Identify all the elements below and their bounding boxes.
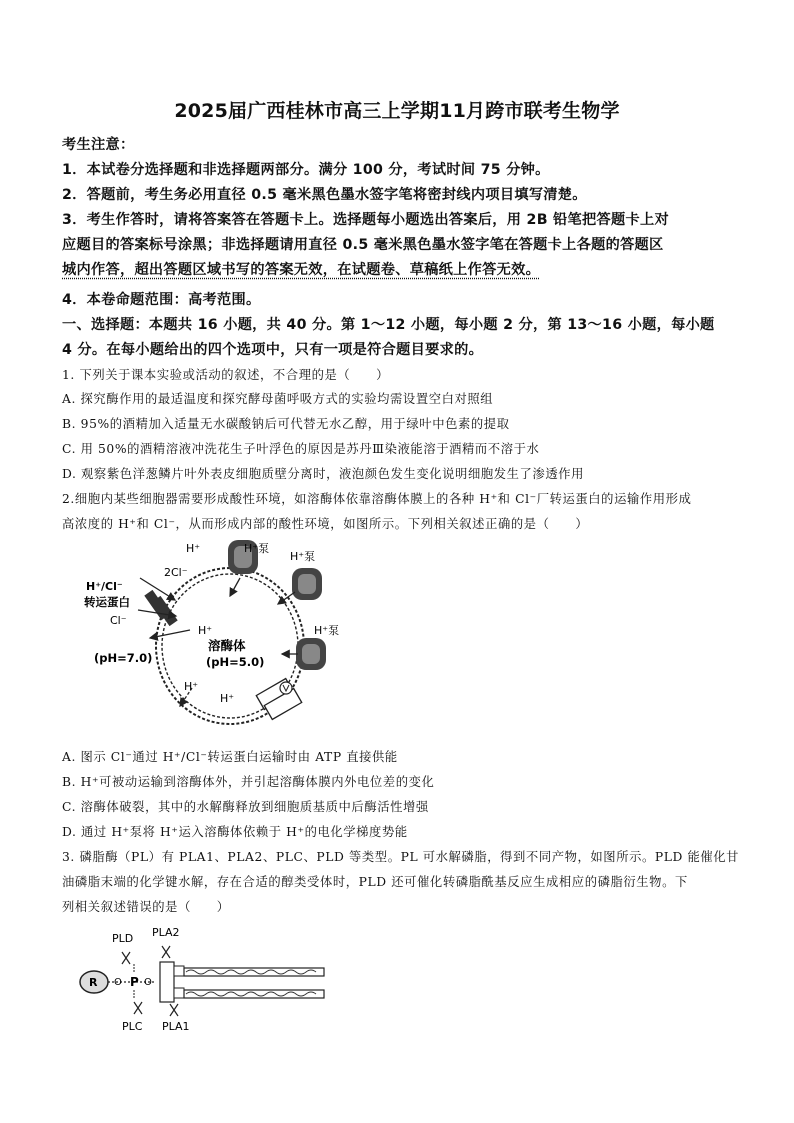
label-h-pump-top: H⁺泵	[244, 542, 270, 555]
notice-line-3: 3．考生作答时，请将答案答在答题卡上。选择题每小题选出答案后，用 2B 铅笔把答题卡上对	[62, 212, 669, 228]
label-2cl: 2Cl⁻	[164, 566, 188, 579]
q1-option-c: C. 用 50%的酒精溶液冲洗花生子叶浮色的原因是苏丹Ⅲ染液能溶于酒精而不溶于水	[62, 442, 540, 456]
label-plc: PLC	[122, 1020, 143, 1033]
label-pla2: PLA2	[152, 926, 180, 939]
q1-option-a: A. 探究酶作用的最适温度和探究酵母菌呼吸方式的实验均需设置空白对照组	[62, 392, 494, 406]
q2-stem-line-1: 2.细胞内某些细胞器需要形成酸性环境，如溶酶体依靠溶酶体膜上的各种 H⁺和 Cl⁻厂转运蛋白的运输作用形成	[62, 492, 692, 506]
label-transporter-1: H⁺/Cl⁻	[86, 580, 123, 593]
label-h-pump-right: H⁺泵	[290, 550, 316, 563]
phospholipid-diagram	[78, 924, 340, 1036]
label-ph-in: (pH=5.0)	[206, 655, 265, 669]
scissors-pla2	[162, 946, 170, 958]
label-lysosome: 溶酶体	[208, 638, 246, 653]
label-o-1: O	[114, 977, 122, 988]
q3-stem-line-3: 列相关叙述错误的是（ ）	[62, 900, 230, 914]
q2-option-a: A. 图示 Cl⁻通过 H⁺/Cl⁻转运蛋白运输时由 ATP 直接供能	[62, 750, 398, 764]
fatty-acid-chain-1	[184, 968, 324, 976]
q3-stem-line-2: 油磷脂末端的化学键水解，存在合适的醇类受体时，PLD 还可催化转磷脂酰基反应生成相应的磷脂衍生物。下	[62, 875, 688, 889]
notice-line-6: 4．本卷命题范围：高考范围。	[62, 292, 261, 308]
label-o-2: O	[144, 977, 152, 988]
lysosome-diagram	[80, 538, 342, 738]
h-pump-lower	[296, 638, 326, 670]
label-h-top-pump: H⁺	[186, 542, 201, 555]
q1-stem: 1. 下列关于课本实验或活动的叙述，不合理的是（ ）	[62, 368, 389, 382]
notice-heading: 考生注意：	[62, 137, 135, 153]
label-r: R	[89, 976, 98, 989]
q2-option-c: C. 溶酶体破裂，其中的水解酶释放到细胞质基质中后酶活性增强	[62, 800, 429, 814]
q1-option-b: B. 95%的酒精加入适量无水碳酸钠后可代替无水乙醇，用于绿叶中色素的提取	[62, 417, 510, 431]
notice-line-2: 2．答题前，考生务必用直径 0.5 毫米黑色墨水签字笔将密封线内项目填写清楚。	[62, 187, 587, 203]
section-heading-line-2: 4 分。在每小题给出的四个选项中，只有一项是符合题目要求的。	[62, 342, 484, 358]
label-pld: PLD	[112, 932, 134, 945]
scissors-plc	[134, 1002, 142, 1014]
label-transporter-2: 转运蛋白	[84, 595, 130, 609]
q3-stem-line-1: 3. 磷脂酶（PL）有 PLA1、PLA2、PLC、PLD 等类型。PL 可水解磷脂，得到不同产物，如图所示。PLD 能催化甘	[62, 850, 740, 864]
q1-option-d: D. 观察紫色洋葱鳞片叶外表皮细胞质壁分离时，液泡颜色发生变化说明细胞发生了渗透作用	[62, 467, 585, 481]
section-heading-line-1: 一、选择题：本题共 16 小题，共 40 分。第 1～12 小题，每小题 2 分，第 13～16 小题，每小题	[62, 317, 715, 333]
q2-stem-line-2: 高浓度的 H⁺和 Cl⁻，从而形成内部的酸性环境，如图所示。下列相关叙述正确的是（ ）	[62, 517, 589, 531]
notice-line-4: 应题目的答案标号涂黑；非选择题请用直径 0.5 毫米黑色墨水签字笔在答题卡上各题的答题区	[62, 237, 664, 253]
q2-option-d: D. 通过 H⁺泵将 H⁺运入溶酶体依赖于 H⁺的电化学梯度势能	[62, 825, 408, 839]
label-h-out: H⁺	[184, 680, 199, 693]
page-title: 2025届广西桂林市高三上学期11月跨市联考生物学	[174, 100, 620, 122]
label-h-in: H⁺	[198, 624, 213, 637]
scissors-pld	[122, 952, 130, 964]
label-cl: Cl⁻	[110, 614, 127, 627]
notice-line-1: 1．本试卷分选择题和非选择题两部分。满分 100 分，考试时间 75 分钟。	[62, 162, 550, 178]
q2-option-b: B. H⁺可被动运输到溶酶体外，并引起溶酶体膜内外电位差的变化	[62, 775, 435, 789]
label-ph-out: (pH=7.0)	[94, 651, 153, 665]
label-p: P	[130, 975, 139, 989]
label-h-inner: H⁺	[220, 692, 235, 705]
scissors-pla1	[170, 1004, 178, 1016]
notice-line-5: 城内作答，超出答题区域书写的答案无效，在试题卷、草稿纸上作答无效。	[62, 262, 541, 278]
h-pump-right	[292, 568, 322, 600]
fatty-acid-chain-2	[184, 990, 324, 998]
label-h-pump-lower: H⁺泵	[314, 624, 340, 637]
label-pla1: PLA1	[162, 1020, 190, 1033]
ion-channel	[256, 679, 301, 720]
